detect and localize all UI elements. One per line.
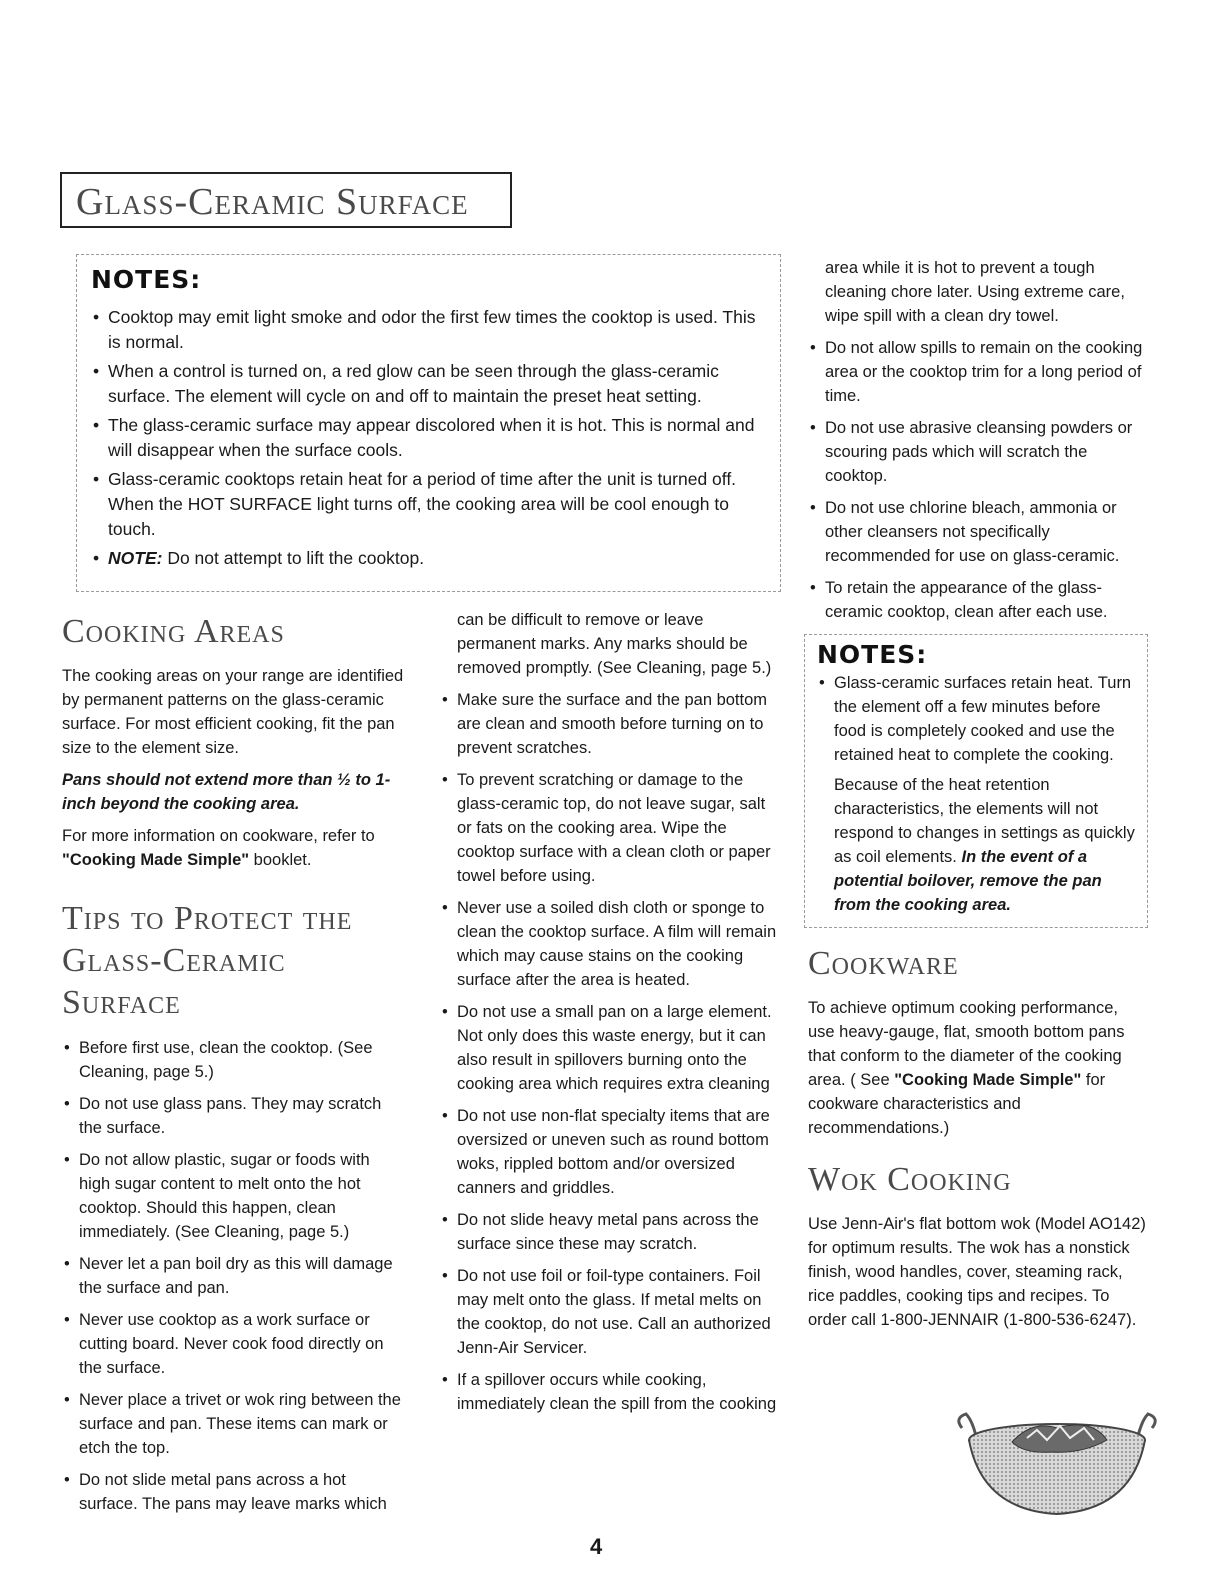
column-middle	[440, 608, 780, 1424]
notes-item: • Glass-ceramic cooktops retain heat for a period of time after the unit is turned off. When the HOT SURFACE light turns off, the cooking area will be cool enough to touch.	[91, 467, 767, 542]
notes-list	[817, 671, 1137, 767]
notes-heading: NOTES:	[817, 640, 928, 669]
tip-item: • Do not use glass pans. They may scratch the surface.	[62, 1092, 404, 1140]
tips-list-col2	[440, 688, 780, 1416]
tip-item: • Do not use a small pan on a large element. Not only does this waste energy, but it can also result in spillovers burning onto the cooking area which requires extra cleaning	[440, 1000, 780, 1096]
tip-item: • Do not use non-flat specialty items that are oversized or uneven such as round bottom woks, rippled bottom and/or oversized canners and griddles.	[440, 1104, 780, 1200]
wok-heading: Wok Cooking	[808, 1161, 1012, 1198]
notes-box-right	[804, 634, 1148, 928]
note-label: NOTE:	[108, 548, 163, 568]
tip-item: • Do not allow plastic, sugar or foods with high sugar content to melt onto the hot cooktop. Should this happen, clean immediately. (See Cleaning, page 5.)	[62, 1148, 404, 1244]
boilover-warning: In the event of a potential boilover, remove the pan from the cooking area.	[834, 848, 1102, 914]
tip-item: • Do not allow spills to remain on the cooking area or the cooktop trim for a long period of time.	[808, 336, 1148, 408]
reference-text: For more information on cookware, refer to	[62, 827, 375, 845]
tip-continuation: area while it is hot to prevent a tough cleaning chore later. Using extreme care, wipe spill with a clean dry towel.	[825, 259, 1125, 325]
cooking-areas-text: The cooking areas on your range are identified by permanent patterns on the glass-ceramic surface. For most efficient cooking, fit the pan size to the element size.	[62, 667, 404, 757]
notes-item: • When a control is turned on, a red glow can be seen through the glass-ceramic surface. The element will cycle on and off to maintain the preset heat setting.	[91, 359, 767, 409]
tip-item: • Never use cooktop as a work surface or cutting board. Never cook food directly on the surface.	[62, 1308, 404, 1380]
notes-item: • Glass-ceramic surfaces retain heat. Turn the element off a few minutes before food is completely cooked and use the retained heat to complete the cooking.	[817, 671, 1137, 767]
notes-list	[91, 305, 767, 575]
tip-item: • To retain the appearance of the glass-ceramic cooktop, clean after each use.	[808, 576, 1148, 624]
tip-item: • Never let a pan boil dry as this will damage the surface and pan.	[62, 1252, 404, 1300]
cookware-text-a: To achieve optimum cooking performance, use heavy-gauge, flat, smooth bottom pans that conform to the diameter of the cooking area. ( See	[808, 999, 1125, 1089]
page-title-box	[60, 172, 512, 228]
notes-item-last	[91, 546, 767, 571]
page-number: 4	[590, 1534, 603, 1559]
cooking-areas-reference	[62, 824, 404, 872]
cookware-text-c: for cookware characteristics and recommendations.)	[808, 1071, 1106, 1137]
tip-item: • Before first use, clean the cooktop. (See Cleaning, page 5.)	[62, 1036, 404, 1084]
tip-item: • Never use a soiled dish cloth or sponge to clean the cooktop surface. A film will remain which may cause stains on the cooking surface after the area is heated.	[440, 896, 780, 992]
column-left	[62, 612, 404, 1524]
cooking-areas-heading: Cooking Areas	[62, 613, 285, 650]
booklet-title: "Cooking Made Simple"	[894, 1071, 1082, 1089]
notes-item: • The glass-ceramic surface may appear discolored when it is hot. This is normal and will disappear when the surface cools.	[91, 413, 767, 463]
notes-paragraph	[817, 773, 1137, 917]
tip-item: • To prevent scratching or damage to the glass-ceramic top, do not leave sugar, salt or fats on the cooking area. Wipe the cooktop surface with a clean cloth or paper towel before using.	[440, 768, 780, 888]
booklet-title: "Cooking Made Simple"	[62, 851, 250, 869]
tip-item: • If a spillover occurs while cooking, immediately clean the spill from the cooking	[440, 1368, 780, 1416]
tip-item: • Do not slide heavy metal pans across the surface since these may scratch.	[440, 1208, 780, 1256]
notes-box-top	[76, 254, 781, 592]
column-right	[808, 256, 1148, 1340]
page-title: Glass-Ceramic Surface	[76, 181, 469, 223]
wok-illustration	[952, 1410, 1162, 1520]
tip-item: • Do not use chlorine bleach, ammonia or other cleansers not specifically recommended for use on glass-ceramic.	[808, 496, 1148, 568]
tips-heading: Tips to Protect the Glass-Ceramic Surface	[62, 900, 353, 1021]
reference-text-end: booklet.	[249, 851, 312, 869]
tip-item: • Do not use foil or foil-type containers. Foil may melt onto the glass. If metal melts on the cooktop, do not use. Call an authorized Jenn-Air Servicer.	[440, 1264, 780, 1360]
cooking-areas-warning: Pans should not extend more than ½ to 1-inch beyond the cooking area.	[62, 771, 391, 813]
tip-item: • Do not use abrasive cleansing powders or scouring pads which will scratch the cooktop.	[808, 416, 1148, 488]
wok-text: Use Jenn-Air's flat bottom wok (Model AO142) for optimum results. The wok has a nonstick finish, wood handles, cover, steaming rack, rice paddles, cooking tips and recipes. To order call 1-800-JENNAIR (1-800-536-6247).	[808, 1215, 1146, 1329]
tip-item: • Make sure the surface and the pan bottom are clean and smooth before turning on to prevent scratches.	[440, 688, 780, 760]
note-text: Do not attempt to lift the cooktop.	[162, 548, 425, 568]
tip-item: • Do not slide metal pans across a hot surface. The pans may leave marks which	[62, 1468, 404, 1516]
tips-list-col3	[808, 336, 1148, 624]
cookware-heading: Cookware	[808, 945, 959, 982]
tip-item: • Never place a trivet or wok ring between the surface and pan. These items can mark or etch the top.	[62, 1388, 404, 1460]
notes-heading: NOTES:	[91, 265, 202, 294]
notes-item: • Cooktop may emit light smoke and odor the first few times the cooktop is used. This is normal.	[91, 305, 767, 355]
tip-continuation: can be difficult to remove or leave permanent marks. Any marks should be removed promptly. (See Cleaning, page 5.)	[457, 611, 772, 677]
tips-list-col1	[62, 1036, 404, 1516]
notes-paragraph-text: Because of the heat retention characteristics, the elements will not respond to changes in settings as quickly as coil elements.	[834, 776, 1135, 866]
cookware-text	[808, 996, 1148, 1140]
